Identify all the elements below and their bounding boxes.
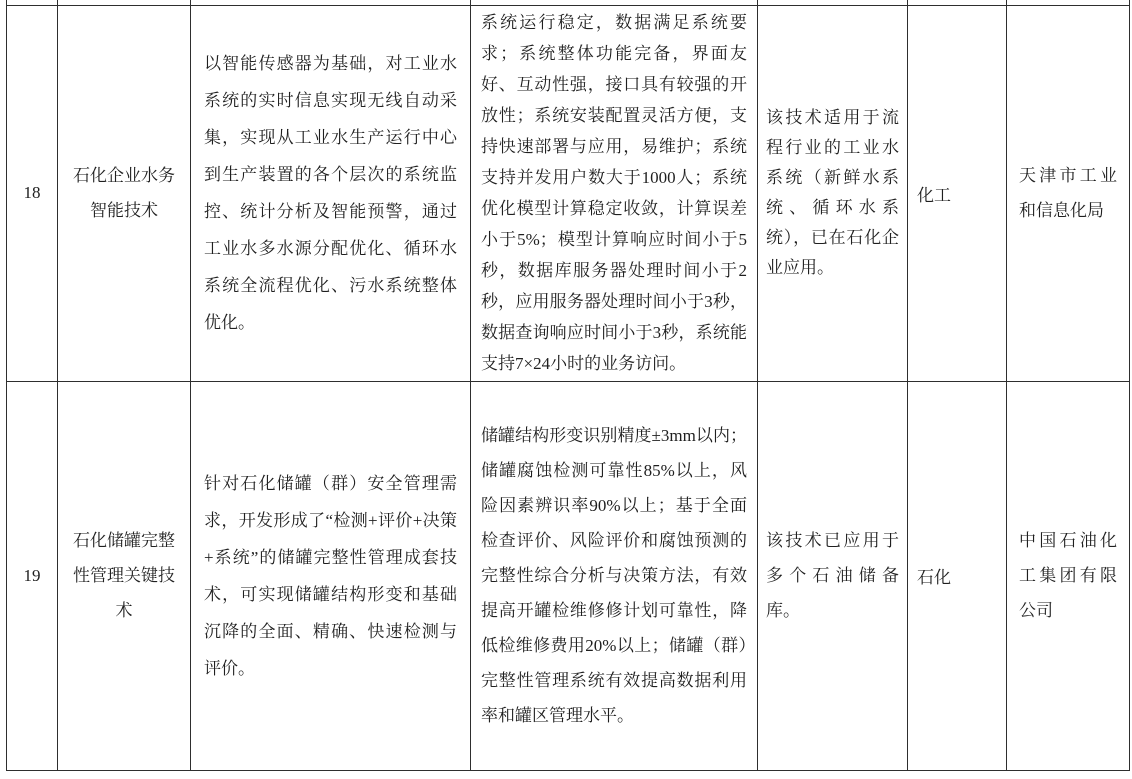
description-cell: 针对石化储罐（群）安全管理需求，开发形成了“检测+评价+决策+系统”的储罐完整性管理成套技术，可实现储罐结构形变和基础沉降的全面、精确、快速检测与评价。	[191, 381, 471, 770]
industry-cell: 石化	[908, 381, 1007, 770]
row-number-cell: 19	[7, 381, 58, 770]
table-row	[7, 5, 1130, 381]
row-number-cell: 18	[7, 5, 58, 381]
recommender-cell: 中国石油化工集团有限公司	[1007, 381, 1130, 770]
industry-cell: 化工	[908, 5, 1007, 381]
tech-name-cell: 石化储罐完整性管理关键技术	[58, 381, 191, 770]
technology-table	[6, 0, 1130, 771]
recommender-cell: 天津市工业和信息化局	[1007, 5, 1130, 381]
indicators-cell: 储罐结构形变识别精度±3mm以内；储罐腐蚀检测可靠性85%以上，风险因素辨识率90%以上；基于全面检查评价、风险评价和腐蚀预测的完整性综合分析与决策方法，有效提高开罐检维修修计划可靠性，降低检维修费用20%以上；储罐（群）完整性管理系统有效提高数据利用率和罐区管理水平。	[471, 381, 758, 770]
application-cell: 该技术已应用于多个石油储备库。	[758, 381, 908, 770]
description-cell: 以智能传感器为基础，对工业水系统的实时信息实现无线自动采集，实现从工业水生产运行中心到生产装置的各个层次的系统监控、统计分析及智能预警，通过工业水多水源分配优化、循环水系统全流程优化、污水系统整体优化。	[191, 5, 471, 381]
tech-name-cell: 石化企业水务智能技术	[58, 5, 191, 381]
application-cell: 该技术适用于流程行业的工业水系统（新鲜水系统、循环水系统），已在石化企业应用。	[758, 5, 908, 381]
indicators-cell: 系统运行稳定，数据满足系统要求；系统整体功能完备，界面友好、互动性强，接口具有较强的开放性；系统安装配置灵活方便，支持快速部署与应用，易维护；系统支持并发用户数大于1000人；系统优化模型计算稳定收敛，计算误差小于5%；模型计算响应时间小于5秒，数据库服务器处理时间小于2秒，应用服务器处理时间小于3秒，数据查询响应时间小于3秒，系统能支持7×24小时的业务访问。	[471, 5, 758, 381]
table-row	[7, 381, 1130, 770]
